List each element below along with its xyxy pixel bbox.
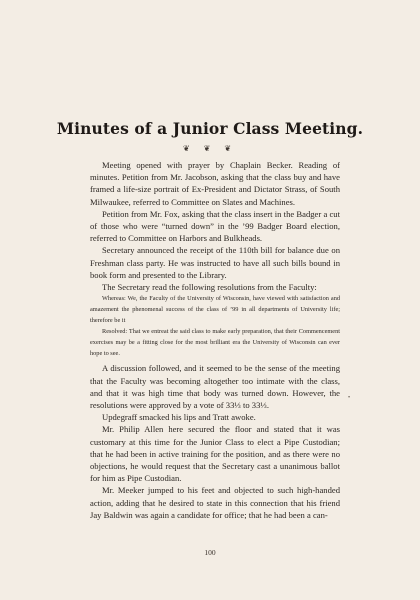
- paragraph: Secretary announced the receipt of the 110th bill for balance due on Freshman class party. He was instructed to have all such bills bound in book form and presented to the Library.: [90, 245, 340, 280]
- body-text: [90, 159, 340, 521]
- ornament-divider: ❦ ❦ ❦: [182, 144, 238, 153]
- page-number: 100: [204, 548, 216, 557]
- resolution-whereas: Whereas: We, the Faculty of the University of Wisconsin, have viewed with satisfaction and amazement the phenomenal success of the class of ’99 in all departments of University life; therefore be it: [90, 295, 340, 324]
- resolution-resolved: Resolved: That we entreat the said class to make early preparation, that their Commencement exercises may be a fitting close for the most brilliant era the University of Wisconsin can ever hope to see.: [90, 328, 340, 357]
- paragraph: Meeting opened with prayer by Chaplain Becker. Reading of minutes. Petition from Mr. Jacobson, asking that the class buy and have framed a life-size portrait of Ex-President and Dictator Strass, of South Milwaukee, referred to Committee on Slates and Machines.: [90, 160, 340, 207]
- paragraph: Mr. Philip Allen here secured the floor and stated that it was customary at this time for the Junior Class to elect a Pipe Custodian; that he had been in active training for the position, and as there were no objections, he would request that the Secretary cast a unanimous ballot for him as Pipe Custodian.: [90, 424, 340, 484]
- paragraph: Mr. Meeker jumped to his feet and objected to such high-handed action, adding that he desired to state in this connection that his friend Jay Baldwin was again a candidate for office; that he had been a can-: [90, 485, 340, 520]
- paragraph: The Secretary read the following resolutions from the Faculty:: [102, 282, 317, 293]
- paragraph: Updegraff smacked his lips and Tratt awoke.: [102, 412, 256, 423]
- document-title: Minutes of a Junior Class Meeting.: [56, 119, 364, 138]
- margin-mark: •: [348, 395, 351, 401]
- paragraph: Petition from Mr. Fox, asking that the class insert in the Badger a cut of those who were “turned down” in the ’99 Badger Board election, referred to Committee on Harbors and Bulkheads.: [90, 208, 340, 244]
- paragraph: A discussion followed, and it seemed to be the sense of the meeting that the Faculty was becoming altogether too intimate with the class, and that it was high time that body was turned down. However, the resolutions were approved by a vote of 33⅓ to 33⅓.: [90, 363, 340, 411]
